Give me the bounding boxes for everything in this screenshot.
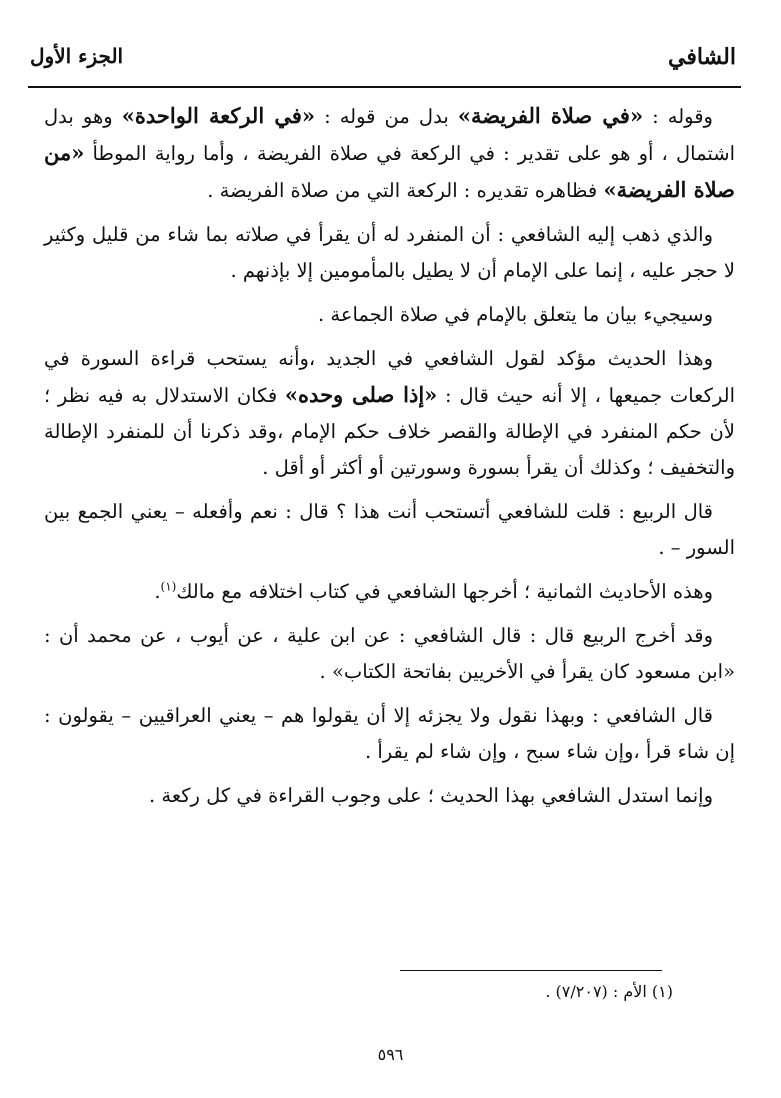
text-run: والذي ذهب إليه الشافعي : أن المنفرد له أن يقرأ في صلاته بما شاء من قليل وكثير لا حجر عليه ، إنما على الإمام أن لا يطيل بالمأمومين إلا بإذنهم . (44, 223, 735, 282)
footnote-marker: (١) (160, 579, 177, 594)
text-run: . (154, 580, 161, 603)
text-run: فكان الاستدلال به فيه نظر ؛ لأن حكم المنفرد في الإطالة والقصر خلاف حكم الإمام ،وقد ذكرنا أن للمنفرد الإطالة والتخفيف ؛ وكذلك أن يقرأ بسورة وسورتين أو أكثر أو أقل . (44, 384, 735, 479)
paragraph (44, 494, 735, 566)
footnote: (١) الأم : (٧/٢٠٧) . (545, 982, 673, 1001)
quoted-hadith-phrase: «من صلاة الفريضة» (44, 140, 735, 202)
text-run: وقوله : (643, 105, 713, 128)
paragraph (44, 778, 735, 814)
volume-label: الجزء الأول (30, 44, 124, 68)
paragraph (44, 217, 735, 289)
text-run: وهو بدل اشتمال ، أو هو على تقدير : في الركعة في صلاة الفريضة ، وأما رواية الموطأ (44, 105, 735, 165)
paragraph (44, 341, 735, 486)
text-run: فظاهره تقديره : الركعة التي من صلاة الفريضة . (207, 179, 604, 202)
text-run: وهذه الأحاديث الثمانية ؛ أخرجها الشافعي في كتاب اختلافه مع مالك (176, 580, 713, 603)
header-divider (28, 86, 741, 88)
paragraph (44, 98, 735, 209)
paragraph (44, 574, 735, 610)
text-run: وسيجيء بيان ما يتعلق بالإمام في صلاة الجماعة . (317, 303, 713, 326)
paragraph (44, 698, 735, 770)
quoted-hadith-phrase: «إذا صلى وحده» (284, 382, 438, 407)
book-title: الشافي (668, 44, 736, 70)
quoted-hadith-phrase: «في الركعة الواحدة» (121, 103, 316, 128)
paragraph (44, 297, 735, 333)
quoted-hadith-phrase: «في صلاة الفريضة» (457, 103, 644, 128)
text-run: وإنما استدل الشافعي بهذا الحديث ؛ على وجوب القراءة في كل ركعة . (148, 784, 713, 807)
page-header (30, 40, 736, 90)
main-text (44, 98, 735, 822)
paragraph (44, 618, 735, 690)
footnote-divider (400, 970, 662, 971)
text-run: قال الربيع : قلت للشافعي أتستحب أنت هذا ؟ قال : نعم وأفعله – يعني الجمع بين السور – . (44, 500, 735, 559)
text-run: وقد أخرج الربيع قال : قال الشافعي : عن ابن علية ، عن أيوب ، عن محمد أن : «ابن مسعود كان يقرأ في الأخريين بفاتحة الكتاب» . (44, 624, 735, 683)
text-run: وهذا الحديث مؤكد لقول الشافعي في الجديد ،وأنه يستحب قراءة السورة في الركعات جميعها ، إلا أنه حيث قال : (44, 347, 735, 407)
text-run: بدل من قوله : (315, 105, 458, 128)
text-run: قال الشافعي : وبهذا نقول ولا يجزئه إلا أن يقولوا هم – يعني العراقيين – يقولون : إن شاء قرأ ،وإن شاء سبح ، وإن شاء لم يقرأ . (44, 704, 735, 763)
page-number: ٥٩٦ (377, 1045, 404, 1064)
